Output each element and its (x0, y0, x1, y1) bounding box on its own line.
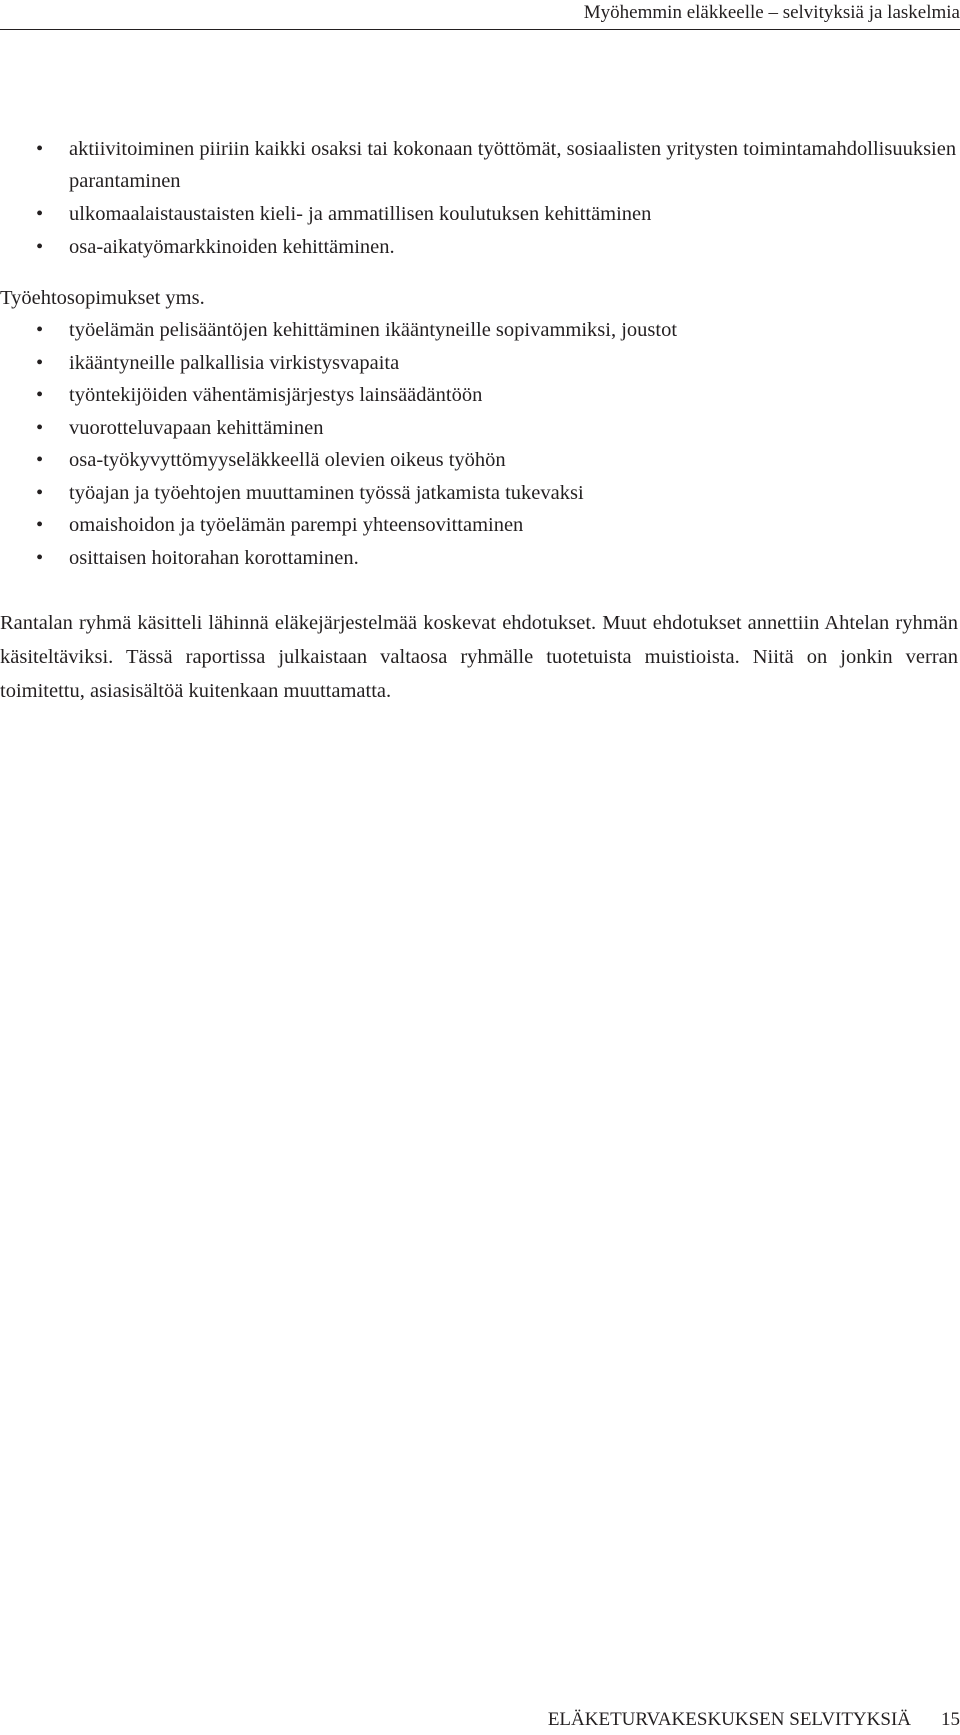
list-item-text: työelämän pelisääntöjen kehittäminen ikääntyneille sopivammiksi, joustot (69, 319, 678, 341)
list-item (0, 347, 960, 379)
list-item (0, 477, 960, 509)
bullet-icon: • (36, 481, 44, 504)
header-title: Myöhemmin eläkkeelle – selvityksiä ja laskelmia (583, 2, 960, 23)
list-item-text: osa-aikatyömarkkinoiden kehittäminen. (69, 236, 395, 258)
list-item (0, 542, 960, 574)
list-item (0, 133, 960, 197)
bullet-icon: • (36, 138, 44, 160)
bullet-icon: • (36, 203, 44, 225)
bullet-icon: • (36, 236, 44, 258)
list-item-text: aktiivitoiminen piiriin kaikki osaksi tai kokonaan työttömät, sosiaalisten yritysten toimintamahdollisuuksien parantaminen (69, 138, 957, 192)
section-heading: Työehtosopimukset yms. (0, 287, 205, 309)
bullet-icon: • (36, 319, 44, 341)
list-item-text: ikääntyneille palkallisia virkistysvapaita (69, 351, 400, 374)
list-item (0, 231, 960, 263)
list-item (0, 314, 960, 346)
bullet-icon: • (36, 514, 44, 536)
bullet-list-agreements (0, 314, 960, 574)
page-content (0, 133, 960, 728)
bullet-icon: • (36, 351, 44, 374)
bullet-icon: • (36, 384, 44, 406)
list-item (0, 509, 960, 541)
list-item-text: osa-työkyvyttömyyseläkkeellä olevien oikeus työhön (69, 449, 506, 471)
list-item-text: osittaisen hoitorahan korottaminen. (69, 546, 359, 569)
list-item (0, 412, 960, 444)
running-footer (548, 1707, 960, 1733)
list-item (0, 444, 960, 476)
footer-series: ELÄKETURVAKESKUKSEN SELVITYKSIÄ (547, 1709, 911, 1730)
header-rule (0, 29, 960, 30)
list-item-text: työajan ja työehtojen muuttaminen työssä jatkamista tukevaksi (69, 481, 584, 504)
list-item-text: ulkomaalaistaustaisten kieli- ja ammatillisen koulutuksen kehittäminen (69, 203, 652, 225)
bullet-icon: • (36, 416, 44, 439)
list-item-text: vuorotteluvapaan kehittäminen (69, 416, 324, 439)
list-item (0, 198, 960, 230)
list-item-text: omaishoidon ja työelämän parempi yhteensovittaminen (69, 514, 524, 536)
running-header (584, 0, 960, 26)
page-number: 15 (941, 1709, 960, 1730)
bullet-icon: • (36, 449, 44, 471)
body-paragraph: Rantalan ryhmä käsitteli lähinnä eläkejärjestelmää koskevat ehdotukset. Muut ehdotukset annettiin Ahtelan ryhmän käsiteltäviksi. Tässä raportissa julkaistaan valtaosa ryhmälle tuotetuista muistioista. Niitä on jonkin verran toimitettu, asiasisältöä kuitenkaan muuttamatta. (0, 611, 958, 702)
bullet-icon: • (36, 546, 44, 569)
list-item-text: työntekijöiden vähentämisjärjestys lainsäädäntöön (69, 384, 483, 406)
list-item (0, 379, 960, 411)
bullet-list-measures (0, 133, 960, 263)
